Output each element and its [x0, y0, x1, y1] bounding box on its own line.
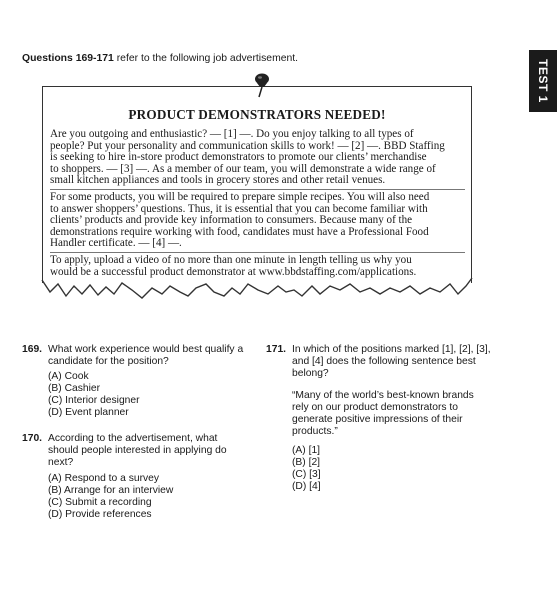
quote-line: “Many of the world’s best-known brands	[292, 390, 474, 401]
option-d[interactable]: (D) [4]	[292, 481, 321, 492]
quote-line: rely on our product demonstrators to	[292, 402, 458, 413]
question-stem	[292, 344, 491, 380]
option-a[interactable]: (A) Cook	[48, 371, 89, 382]
inserted-sentence	[292, 390, 474, 438]
pushpin-icon	[252, 72, 272, 98]
answer-options	[48, 473, 173, 521]
option-b[interactable]: (B) Cashier	[48, 383, 101, 394]
job-advertisement	[42, 86, 472, 283]
ad-line: For some products, you will be required to prepare simple recipes. You will also need	[50, 190, 430, 203]
ad-paragraph-2	[50, 189, 465, 250]
advertisement-title: PRODUCT DEMONSTRATORS NEEDED!	[128, 107, 386, 122]
ad-line: small kitchen appliances and tools in grocery stores and other retail venues.	[50, 174, 386, 187]
ad-line: would be a successful product demonstrator at www.bbdstaffing.com/applications.	[50, 265, 417, 278]
option-a[interactable]: (A) [1]	[292, 445, 321, 456]
answer-options	[292, 445, 321, 493]
ad-line: people? Put your personality and communication skills to work! — [2] —. BBD Staffing	[50, 139, 445, 152]
option-d[interactable]: (D) Event planner	[48, 407, 129, 418]
option-c[interactable]: (C) Submit a recording	[48, 497, 152, 508]
questions-range: Questions 169-171	[22, 53, 114, 64]
ad-paragraph-1	[50, 129, 465, 187]
question-number: 171.	[266, 344, 287, 355]
option-c[interactable]: (C) Interior designer	[48, 395, 140, 406]
ad-line: To apply, upload a video of no more than one minute in length telling us why you	[50, 253, 412, 266]
option-b[interactable]: (B) [2]	[292, 457, 321, 468]
quote-line: generate positive impressions of their	[292, 414, 463, 425]
option-a[interactable]: (A) Respond to a survey	[48, 473, 160, 484]
stem-line: According to the advertisement, what	[48, 433, 218, 444]
question-169	[22, 344, 252, 439]
question-stem	[48, 344, 243, 368]
ad-line: to answer shoppers’ questions. Thus, it is essential that you can become familiar with	[50, 202, 428, 215]
stem-line: and [4] does the following sentence best	[292, 356, 476, 367]
stem-line: candidate for the position?	[48, 356, 169, 367]
stem-line: In which of the positions marked [1], [2], [3],	[292, 344, 491, 355]
option-d[interactable]: (D) Provide references	[48, 509, 152, 520]
stem-line: should people interested in applying do	[48, 445, 227, 456]
questions-intro	[22, 53, 298, 64]
ad-line: is seeking to hire in-store product demonstrators to promote our clients’ merchandise	[50, 151, 427, 164]
answer-options	[48, 371, 140, 419]
ad-line: to shoppers. — [3] —. As a member of our team, you will demonstrate a wide range of	[50, 162, 436, 175]
question-stem	[48, 433, 227, 469]
option-b[interactable]: (B) Arrange for an interview	[48, 485, 174, 496]
stem-line: next?	[48, 457, 74, 468]
ad-line: Are you outgoing and enthusiastic? — [1] —. Do you enjoy talking to all types of	[50, 128, 414, 140]
question-171	[266, 344, 516, 504]
question-170	[22, 433, 252, 533]
quote-line: products.”	[292, 426, 338, 437]
torn-edge-border	[38, 270, 474, 304]
intro-text: refer to the following job advertisement.	[113, 53, 299, 64]
ad-line: Handler certificate. — [4] —.	[50, 237, 182, 250]
option-c[interactable]: (C) [3]	[292, 469, 321, 480]
advertisement-body	[50, 129, 465, 284]
ad-line: demonstrations require working with food, candidates must have a Professional Food	[50, 225, 429, 238]
ad-line: clients’ products and provide key information to consumers. Because many of the	[50, 214, 413, 227]
question-number: 169.	[22, 344, 43, 355]
test-section-tab	[529, 50, 557, 112]
test-section-label: TEST 1	[536, 59, 550, 103]
stem-line: belong?	[292, 368, 329, 379]
question-number: 170.	[22, 433, 43, 444]
stem-line: What work experience would best qualify a	[48, 344, 244, 355]
